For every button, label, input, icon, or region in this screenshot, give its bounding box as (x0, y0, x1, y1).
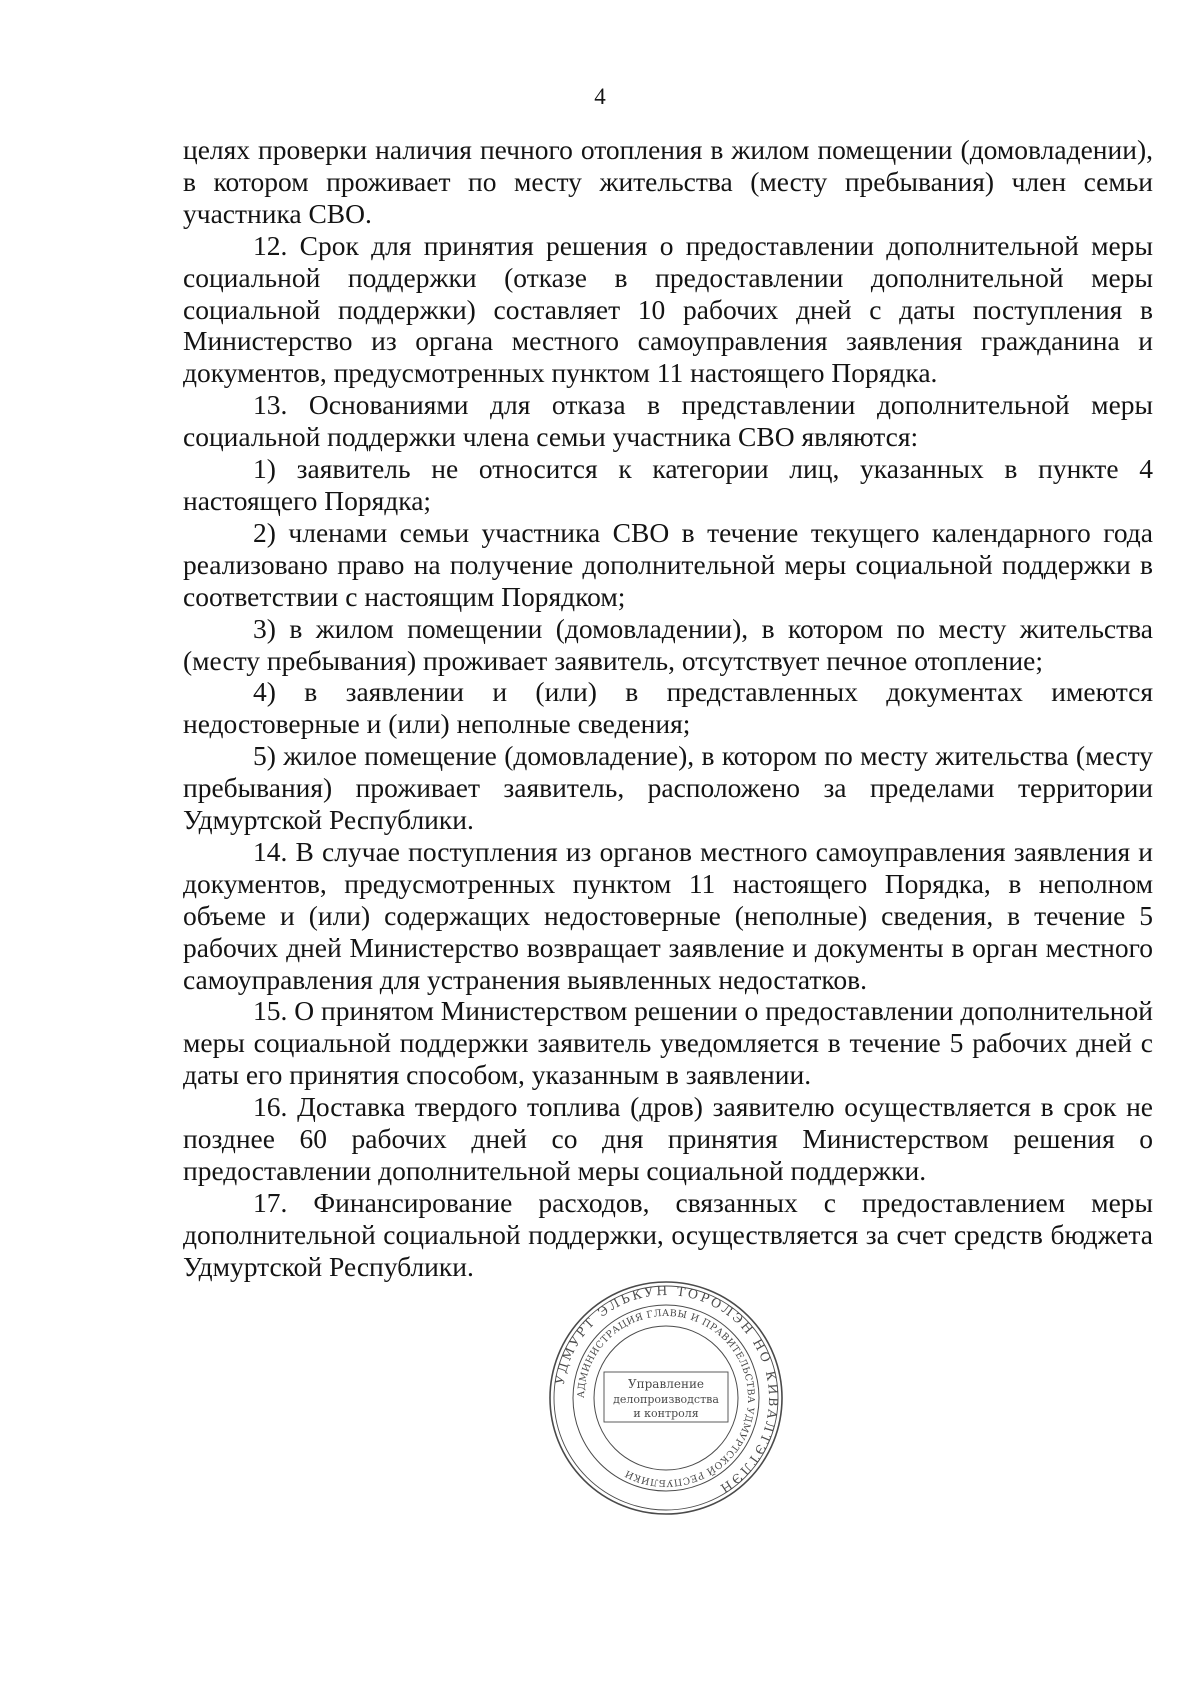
paragraph-item-12: 12. Срок для принятия решения о предоставлении дополнительной меры социальной поддержки (отказе в предоставлении дополнительной меры социальной поддержки) составляет 10 рабочих дней с даты поступления в Министерство из органа местного самоуправления заявления гражданина и документов, предусмотренных пунктом 11 настоящего Порядка. (183, 229, 1153, 389)
paragraph-item-16: 16. Доставка твердого топлива (дров) заявителю осуществляется в срок не позднее 60 рабочих дней со дня принятия Министерством решения о предоставлении дополнительной меры социальной поддержки. (183, 1091, 1153, 1186)
paragraph-item-15: 15. О принятом Министерством решении о предоставлении дополнительной меры социальной поддержки заявитель уведомляется в течение 5 рабочих дней с даты его принятия способом, указанным в заявлении. (183, 995, 1153, 1091)
list-item-5: 5) жилое помещение (домовладение), в котором по месту жительства (месту пребывания) проживает заявитель, расположено за пределами территории Удмуртской Республики. (183, 740, 1153, 836)
official-stamp (548, 1280, 784, 1516)
document-body (183, 134, 1153, 1283)
paragraph-continuation: целях проверки наличия печного отопления в жилом помещении (домовладении), в котором проживает по месту жительства (месту пребывания) член семьи участника СВО. (183, 134, 1153, 229)
list-item-1: 1) заявитель не относится к категории лиц, указанных в пункте 4 настоящего Порядка; (183, 453, 1153, 516)
list-item-4: 4) в заявлении и (или) в представленных документах имеются недостоверные и (или) неполные сведения; (183, 676, 1153, 740)
paragraph-item-14: 14. В случае поступления из органов местного самоуправления заявления и документов, предусмотренных пунктом 11 настоящего Порядка, в неполном объеме и (или) содержащих недостоверные (неполные) сведения, в течение 5 рабочих дней Министерство возвращает заявление и документы в орган местного самоуправления для устранения выявленных недостатков. (183, 835, 1153, 995)
list-item-2: 2) членами семьи участника СВО в течение текущего календарного года реализовано право на получение дополнительной меры социальной поддержки в соответствии с настоящим Порядком; (183, 516, 1153, 612)
list-item-3: 3) в жилом помещении (домовладении), в котором по месту жительства (месту пребывания) проживает заявитель, отсутствует печное отопление; (183, 612, 1153, 676)
stamp-inner-text: АДМИНИСТРАЦИЯ ГЛАВЫ И ПРАВИТЕЛЬСТВА УДМУРТСКОЙ РЕСПУБЛИКИ (575, 1307, 757, 1489)
stamp-line-2: делопроизводства (613, 1393, 719, 1406)
stamp-line-1: Управление (627, 1377, 705, 1391)
paragraph-item-17: 17. Финансирование расходов, связанных с предоставлением меры дополнительной социальной поддержки, осуществляется за счет средств бюджета Удмуртской Республики. (183, 1186, 1153, 1282)
page-number: 4 (594, 84, 606, 109)
stamp-outer-text: УДМУРТ ЭЛЬКУН ТОРОЛЭН НО КИВАЛТЭТЛЭН (551, 1282, 782, 1498)
stamp-line-3: и контроля (633, 1407, 699, 1420)
paragraph-item-13: 13. Основаниями для отказа в представлении дополнительной меры социальной поддержки члена семьи участника СВО являются: (183, 389, 1153, 453)
